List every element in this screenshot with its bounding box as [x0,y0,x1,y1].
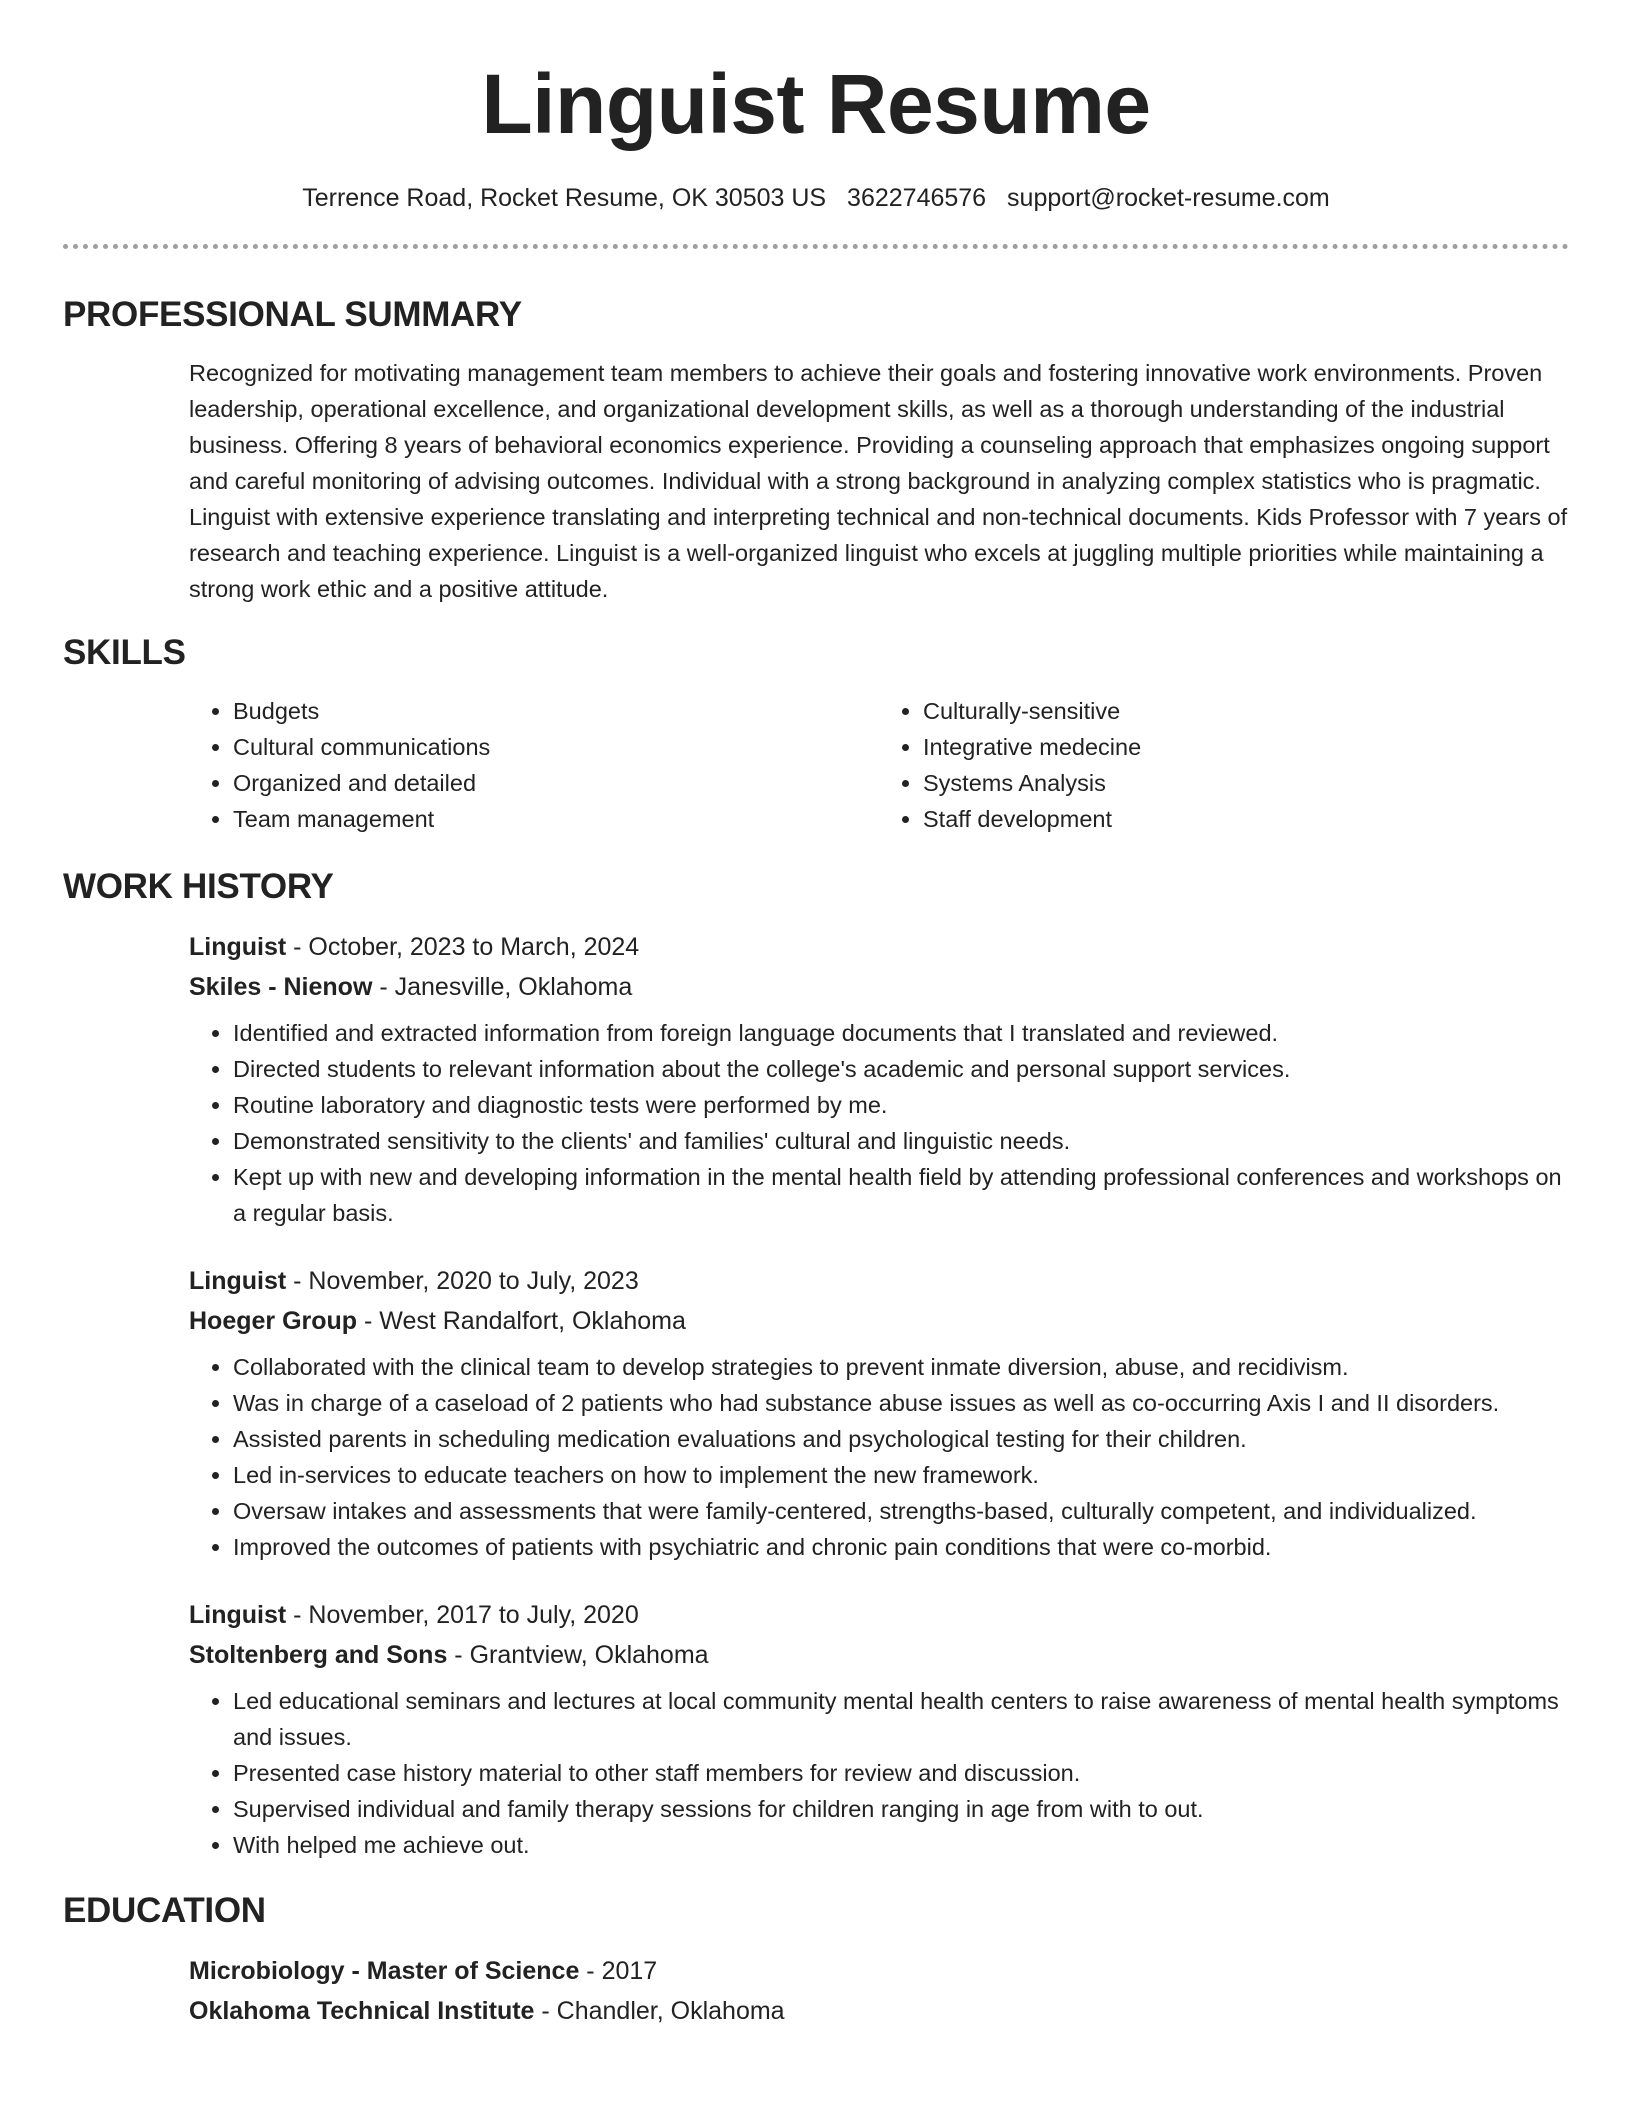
contact-phone: 3622746576 [847,184,987,212]
education-location: - Chandler, Oklahoma [534,1997,785,2025]
job-dates: - November, 2017 to July, 2020 [286,1601,639,1629]
job-bullet: • Kept up with new and developing information in the mental health field by attending professional conferences and workshops on a regular basis. [233,1159,1569,1231]
contact-email: support@rocket-resume.com [1007,184,1330,212]
contact-line [0,182,1632,214]
job-company: Hoeger Group [189,1307,358,1335]
skill-item: • Integrative medecine [923,729,1569,765]
work-history-section [63,865,1569,1863]
job-bullet: • Assisted parents in scheduling medication evaluations and psychological testing for their children. [233,1421,1569,1457]
job-title-line [189,1595,1569,1635]
skills-section [63,631,1569,837]
job-bullet: • Improved the outcomes of patients with psychiatric and chronic pain conditions that were co-morbid. [233,1529,1569,1565]
job-bullet: • Demonstrated sensitivity to the clients' and families' cultural and linguistic needs. [233,1123,1569,1159]
job-title: Linguist [189,933,287,961]
education-degree: Microbiology - Master of Science [189,1957,580,1985]
skills-list-right [879,693,1569,837]
job-entry [189,1595,1569,1863]
job-bullets [189,1349,1569,1565]
job-bullet: • Led in-services to educate teachers on how to implement the new framework. [233,1457,1569,1493]
skills-list-left [189,693,879,837]
job-company-line [189,1635,1569,1675]
job-title-line [189,1261,1569,1301]
job-entry [189,927,1569,1231]
job-bullet: • Presented case history material to other staff members for review and discussion. [233,1755,1569,1791]
job-bullet: • With helped me achieve out. [233,1827,1569,1863]
job-dates: - October, 2023 to March, 2024 [286,933,640,961]
job-entry [189,1261,1569,1565]
education-section [63,1889,1569,2031]
job-bullets [189,1015,1569,1231]
skill-item: • Organized and detailed [233,765,879,801]
education-degree-line [189,1951,1569,1991]
job-bullet: • Directed students to relevant information about the college's academic and personal support services. [233,1051,1569,1087]
summary-text: Recognized for motivating management team members to achieve their goals and fostering innovative work environments. Proven leadership, operational excellence, and organizational development skills, as well as a thorough understanding of the industrial business. Offering 8 years of behavioral economics experience. Providing a counseling approach that emphasizes ongoing support and careful monitoring of advising outcomes. Individual with a strong background in analyzing complex statistics who is pragmatic. Linguist with extensive experience translating and interpreting technical and non-technical documents. Kids Professor with 7 years of research and teaching experience. Linguist is a well-organized linguist who excels at juggling multiple priorities while maintaining a strong work ethic and a positive attitude. [189,360,1568,602]
education-heading: EDUCATION [63,1891,266,1930]
job-title-line [189,927,1569,967]
job-location: - Grantview, Oklahoma [447,1641,709,1669]
skill-item: • Staff development [923,801,1569,837]
job-bullet: • Supervised individual and family therapy sessions for children ranging in age from with to out. [233,1791,1569,1827]
skill-item: • Budgets [233,693,879,729]
skills-grid [189,693,1569,837]
job-title: Linguist [189,1601,287,1629]
job-location: - Janesville, Oklahoma [372,973,633,1001]
skill-item: • Team management [233,801,879,837]
education-year: - 2017 [579,1957,658,1985]
skill-item: • Culturally-sensitive [923,693,1569,729]
job-bullet: • Led educational seminars and lectures at local community mental health centers to raise awareness of mental health symptoms and issues. [233,1683,1569,1755]
job-title: Linguist [189,1267,287,1295]
job-location: - West Randalfort, Oklahoma [357,1307,686,1335]
work-history-heading: WORK HISTORY [63,867,334,906]
job-company-line [189,1301,1569,1341]
job-dates: - November, 2020 to July, 2023 [286,1267,639,1295]
job-bullet: • Collaborated with the clinical team to develop strategies to prevent inmate diversion, abuse, and recidivism. [233,1349,1569,1385]
education-school: Oklahoma Technical Institute [189,1997,535,2025]
header-divider [63,244,1569,249]
resume-title: Linguist Resume [481,57,1151,151]
skills-heading: SKILLS [63,633,186,672]
job-company-line [189,967,1569,1007]
education-school-line [189,1991,1569,2031]
job-company: Skiles - Nienow [189,973,373,1001]
job-bullet: • Oversaw intakes and assessments that were family-centered, strengths-based, culturally competent, and individualized. [233,1493,1569,1529]
job-company: Stoltenberg and Sons [189,1641,448,1669]
summary-section [63,293,1569,607]
summary-heading: PROFESSIONAL SUMMARY [63,295,522,334]
job-bullets [189,1683,1569,1863]
skill-item: • Cultural communications [233,729,879,765]
skill-item: • Systems Analysis [923,765,1569,801]
job-bullet: • Routine laboratory and diagnostic tests were performed by me. [233,1087,1569,1123]
contact-address: Terrence Road, Rocket Resume, OK 30503 US [302,184,827,212]
job-bullet: • Was in charge of a caseload of 2 patients who had substance abuse issues as well as co-occurring Axis I and II disorders. [233,1385,1569,1421]
job-bullet: • Identified and extracted information from foreign language documents that I translated and reviewed. [233,1015,1569,1051]
